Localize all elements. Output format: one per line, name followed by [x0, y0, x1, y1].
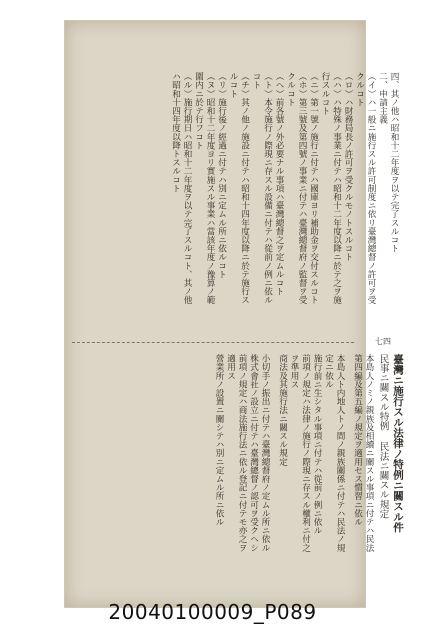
- lower-paragraph: 前項ノ規定ハ商法施行法ニ依ル登記ニ付テモ亦之ヲ適用ス: [225, 354, 247, 552]
- lower-paragraph: 施行前ニ生シタル事項ニ付テハ從前ノ例ニ依ル: [312, 354, 322, 535]
- lower-paragraph: 株式會社ノ設立ニ付テハ臺灣總督ノ認可ヲ受クヘシ: [248, 354, 259, 552]
- section-subtitle: 民事ニ關スル特例 民法ニ關スル規定: [377, 354, 389, 519]
- upper-paragraph: 四、其ノ他ハ昭和十二年度ヲ以テ完了スルコト: [389, 72, 399, 253]
- upper-paragraph: （ハ）ハ特殊ノ事業ニ付テハ昭和十二年度以降ニ於テ之ヲ施行スルコト: [320, 72, 342, 305]
- upper-paragraph: （ホ）第三號及第四號ノ事業ニ付テハ臺灣總督府ノ監督ヲ受クルコト: [285, 72, 307, 305]
- upper-paragraph: （チ）其ノ他ノ施設ニ付テハ昭和十四年度以降ニ於テ施行スルコト: [228, 72, 250, 305]
- section-title: 臺灣ニ施行スル法律ノ特例ニ關スル件: [392, 354, 404, 533]
- page-number: 七四: [375, 337, 391, 346]
- section-divider: [72, 342, 354, 343]
- upper-paragraph: （ト）本令施行ノ際現ニ存スル設備ニ付テハ從前ノ例ニ依ルコト: [251, 72, 273, 305]
- upper-paragraph: （ヘ）前各號ノ外必要ナル事項ハ臺灣總督之ヲ定ムルコト: [274, 72, 284, 296]
- lower-heading: 商法及其施行法ニ關スル規定: [277, 354, 288, 466]
- lower-paragraph: 小切手ノ振出ニ付テハ臺灣總督府ノ定ムル所ニ依ル: [260, 354, 270, 552]
- lower-paragraph: 前項ノ規定ハ法律ノ施行ノ際現ニ存スル權利ニ付之ヲ準用ス: [289, 354, 311, 552]
- upper-paragraph: （リ）施行後ノ經過ニ付テハ別ニ定ムル所ニ依ルコト: [216, 72, 227, 279]
- upper-text-block: [169, 72, 399, 310]
- upper-paragraph: （ニ）第一號ノ施行ニ付テハ國庫ヨリ補助金ヲ交付スルコト: [308, 72, 319, 305]
- lower-text-block: [213, 354, 404, 554]
- lower-paragraph: 本島人ノミノ親族及相續ニ關スル事項ニ付テハ民法第四編及第五編ノ規定ヲ適用セス慣習ニ依ル: [352, 354, 374, 552]
- upper-paragraph: （ロ）ハ財務局長ノ許可ヲ受クルモノトスルコト: [343, 72, 353, 262]
- lower-paragraph: 營業所ノ設置ニ關シテハ別ニ定ムル所ニ依ル: [214, 354, 224, 526]
- upper-paragraph: 二、申請主義: [377, 72, 388, 124]
- lower-paragraph: 本島人ト内地人トノ間ノ親族關係ニ付テハ民法ノ規定ニ依ル: [323, 354, 345, 552]
- image-caption: 20040100009_P089: [108, 600, 317, 624]
- upper-paragraph: （イ）ハ一般ニ施行スル許可制度ニ依リ臺灣總督ノ許可ヲ受クルコト: [354, 72, 376, 305]
- upper-paragraph: （ヌ）昭和十二年度ヨリ實施スル事業ハ當該年度ノ豫算ノ範圍内ニ於テ行フコト: [193, 72, 215, 305]
- upper-paragraph: （ル）施行期日ハ昭和十二年度ヲ以テ完了スルコト、其ノ他ハ昭和十四年度以降トスルコト: [170, 72, 192, 305]
